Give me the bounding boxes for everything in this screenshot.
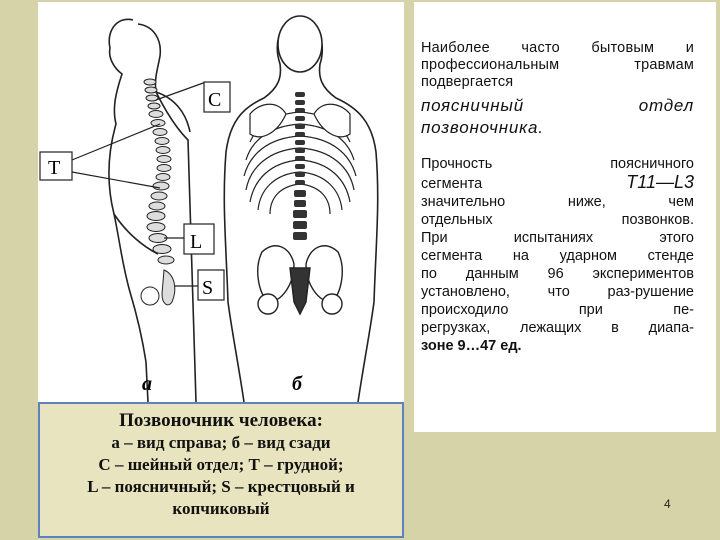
rear-view-spine	[293, 92, 307, 240]
highlight-word-2: отдел	[638, 96, 694, 115]
caption-line-4: L – поясничный; S – крестцовый и	[87, 477, 355, 496]
label-l: L	[190, 231, 203, 253]
p3-line-10: регрузках, лежащих в диапа-	[421, 320, 694, 336]
segment-label: T11—L3	[626, 172, 694, 192]
caption-line-5: копчиковый	[172, 499, 270, 518]
highlight-line-2: позвоночника.	[421, 118, 544, 137]
figure-caption	[38, 402, 404, 538]
paragraph-3	[421, 155, 694, 355]
caption-line-2: а – вид справа; б – вид сзади	[111, 433, 331, 452]
paragraph-2	[421, 95, 694, 117]
spine-figure	[38, 2, 404, 402]
text-panel	[414, 2, 716, 432]
page-number: 4	[664, 497, 671, 511]
p3-line-7: по данным 96 экспериментов	[421, 266, 694, 282]
p3-line-8: установлено, что раз-рушение	[421, 284, 694, 300]
p3-line-5: При испытаниях этого	[421, 230, 694, 246]
label-s: S	[202, 277, 214, 299]
highlight-word-1: поясничный	[421, 96, 524, 115]
spine-illustration	[38, 2, 404, 402]
label-c: C	[208, 89, 222, 111]
p3-line-3: значительно ниже, чем	[421, 194, 694, 210]
pointer-lines	[40, 82, 230, 300]
rear-view-body	[224, 16, 377, 402]
p3-word-3: сегмента	[421, 176, 483, 192]
label-t: T	[48, 157, 61, 179]
caption-line-3: С – шейный отдел; Т – грудной;	[98, 455, 344, 474]
label-a: а	[142, 373, 152, 395]
caption-line-1: Позвоночник человека:	[119, 410, 323, 431]
paragraph-1: Наиболее часто бытовым и профессиональным травмам подвергается	[421, 40, 694, 90]
p3-word-1: Прочность	[421, 156, 493, 172]
label-b: б	[292, 373, 302, 395]
p3-line-9: происходило при пе-	[421, 302, 694, 318]
p3-row-1	[421, 155, 694, 173]
p3-word-2: поясничного	[610, 156, 694, 172]
rear-view-pelvis	[258, 246, 343, 314]
p3-row-2	[421, 173, 694, 193]
p3-line-11: зоне 9…47 ед.	[421, 338, 522, 354]
p3-line-4: отдельных позвонков.	[421, 212, 694, 228]
p3-line-6: сегмента на ударном стенде	[421, 248, 694, 264]
side-view-body	[109, 19, 196, 402]
side-view-spine	[141, 79, 175, 305]
